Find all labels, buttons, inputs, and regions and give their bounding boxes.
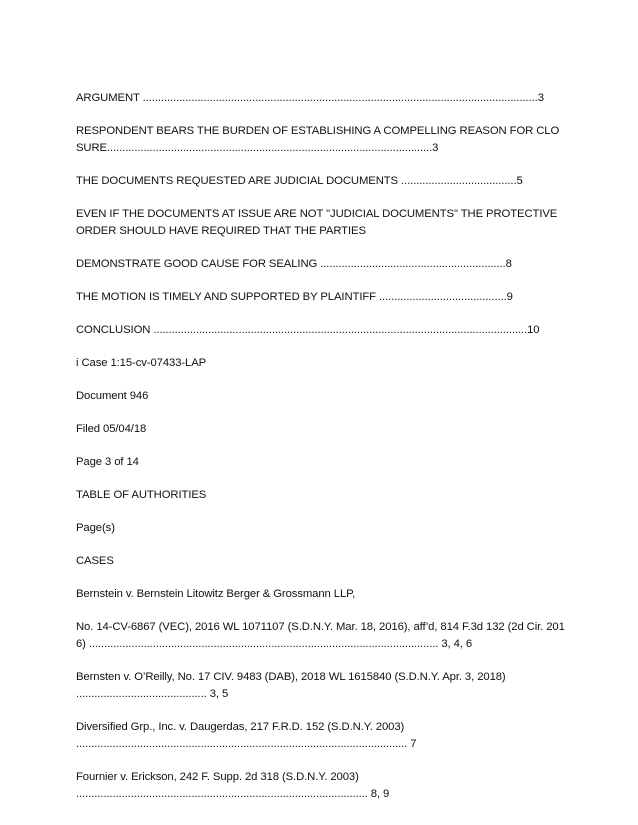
toc-entry-burden: RESPONDENT BEARS THE BURDEN OF ESTABLISHING A COMPELLING REASON FOR CLOSURE...........................................................................................................3 [76,125,560,154]
case-entry-bernsten: Bernsten v. O’Reilly, No. 17 CIV. 9483 (DAB), 2018 WL 1615840 (S.D.N.Y. Apr. 3, 2018) ........................................... 3, 5 [76,671,509,700]
page-header-page-count: Page 3 of 14 [76,456,139,468]
case-entry-bernstein-title: Bernstein v. Bernstein Litowitz Berger & Grossmann LLP, [76,588,356,600]
document-body [76,90,566,819]
toc-entry-conclusion: CONCLUSION ...........................................................................................................................10 [76,324,540,336]
page-header-document-number: Document 946 [76,390,149,402]
case-entry-fournier: Fournier v. Erickson, 242 F. Supp. 2d 318 (S.D.N.Y. 2003) ................................................................................................ 8, 9 [76,771,390,800]
section-heading-authorities: TABLE OF AUTHORITIES [76,489,207,501]
case-entry-bernstein-citation: No. 14-CV-6867 (VEC), 2016 WL 1071107 (S.D.N.Y. Mar. 18, 2016), aff’d, 814 F.3d 132 (2d Cir. 2016) ................................................................................................................... 3, 4, 6 [76,621,565,650]
toc-entry-motion-timely: THE MOTION IS TIMELY AND SUPPORTED BY PLAINTIFF ..........................................9 [76,291,513,303]
column-heading-pages: Page(s) [76,522,115,534]
toc-entry-judicial-documents: THE DOCUMENTS REQUESTED ARE JUDICIAL DOCUMENTS ......................................5 [76,175,523,187]
page-header-filed-date: Filed 05/04/18 [76,423,147,435]
toc-entry-protective-order: EVEN IF THE DOCUMENTS AT ISSUE ARE NOT "JUDICIAL DOCUMENTS" THE PROTECTIVE ORDER SHOULD HAVE REQUIRED THAT THE PARTIES [76,208,561,237]
toc-entry-argument: ARGUMENT ..................................................................................................................................3 [76,92,544,104]
toc-entry-good-cause: DEMONSTRATE GOOD CAUSE FOR SEALING .............................................................8 [76,258,512,270]
section-heading-cases: CASES [76,555,114,567]
case-entry-diversified: Diversified Grp., Inc. v. Daugerdas, 217 F.R.D. 152 (S.D.N.Y. 2003) ............................................................................................................. 7 [76,721,417,750]
page-footer-case-number: i Case 1:15-cv-07433-LAP [76,357,207,369]
